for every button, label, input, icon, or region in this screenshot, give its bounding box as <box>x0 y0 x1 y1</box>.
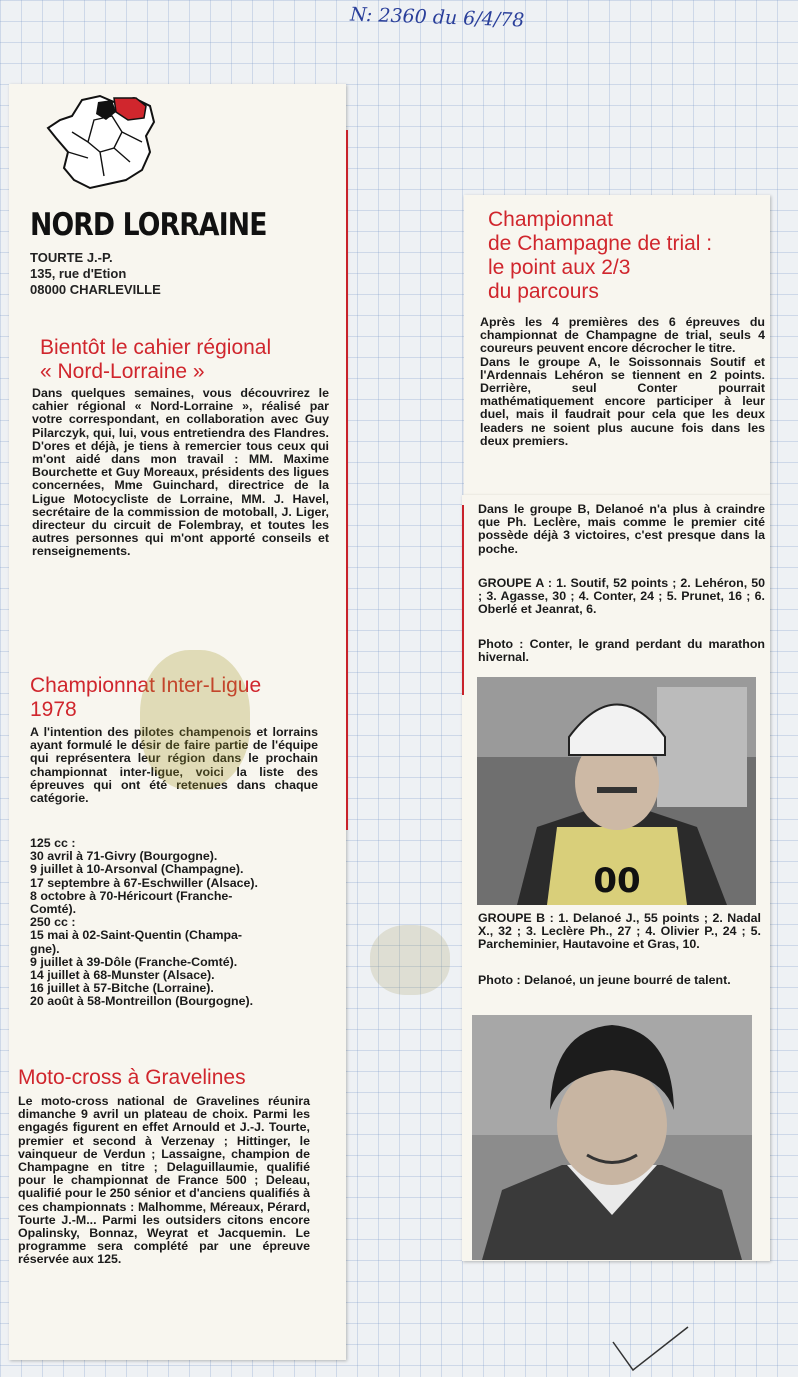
masthead-title: NORD LORRAINE <box>30 207 267 243</box>
article1-headline: Bientôt le cahier régional « Nord-Lorraine » <box>40 336 272 383</box>
event-list <box>30 837 330 1009</box>
photo-rider-conter <box>477 677 756 905</box>
list-item: gne). <box>30 941 60 956</box>
address-line: 135, rue d'Etion <box>30 266 127 281</box>
list-item: 30 avril à 71-Givry (Bourgogne). <box>30 849 218 864</box>
red-rule-right <box>462 505 464 695</box>
article3-headline: Moto-cross à Gravelines <box>18 1066 246 1089</box>
photo-rider-delanoe <box>472 1015 752 1260</box>
article4-headline: Championnat de Champagne de trial : le point aux 2/3 du parcours <box>488 208 713 303</box>
results-group-b: GROUPE B : 1. Delanoé J., 55 points ; 2. Nadal X., 32 ; 3. Leclère Ph., 27 ; 4. Olivier P., 24 ; 5. Parcheminier, Hautavoine et Gras, 10. <box>478 911 761 952</box>
article4-groupb-text: Dans le groupe B, Delanoé n'a plus à craindre que Ph. Leclère, mais comme le premier cité possède déjà 3 victoires, c'est presque dans la poche. <box>478 502 765 556</box>
rider-portrait-icon <box>472 1015 752 1260</box>
paper-stain <box>370 925 450 995</box>
handwritten-note: N: 2360 du 6/4/78 <box>349 3 525 32</box>
list-item: 9 juillet à 39-Dôle (Franche-Comté). <box>30 954 238 969</box>
results-group-a: GROUPE A : 1. Soutif, 52 points ; 2. Lehéron, 50 ; 3. Agasse, 30 ; 4. Conter, 24 ; 5. Prunet, 16 ; 6. Oberlé et Jeanrat, 6. <box>478 576 765 617</box>
red-rule-left <box>346 130 348 830</box>
article1-body: Dans quelques semaines, vous découvrirez le cahier régional « Nord-Lorraine », réalisé par votre correspondant, en collaboration avec Guy Pilarczyk, qui, lui, vous entretiendra des Flandres. D'ores et déjà, je tiens à remercier tous ceux qui m'ont aidé dans mon travail : MM. Maxime Bourchette et Guy Moreaux, présidents des ligues concernées, Mme Guinchard, directrice de la Ligue Motocycliste de Lorraine, MM. J. Havel, secrétaire de la commission de motoball, J. Liger, directeur du circuit de Folembray, et toutes les autres personnes qui m'ont apporté conseils et renseignements. <box>32 386 329 559</box>
list-item: 125 cc : <box>30 836 76 850</box>
list-item: 250 cc : <box>30 915 76 930</box>
list-item: 17 septembre à 67-Eschwiller (Alsace). <box>30 875 258 890</box>
list-item: 16 juillet à 57-Bitche (Lorraine). <box>30 981 214 996</box>
list-item: 8 octobre à 70-Héricourt (Franche- <box>30 888 233 903</box>
pen-tick-mark <box>608 1322 698 1372</box>
list-item: 15 mai à 02-Saint-Quentin (Champa- <box>30 928 243 943</box>
list-item: 14 juillet à 68-Munster (Alsace). <box>30 968 215 983</box>
article2-body: A l'intention des pilotes champenois et lorrains ayant formulé le désir de faire partie de l'équipe qui représentera leur région dans le prochain championnat inter-ligue, voici la liste des épreuves qui ont été retenues dans chaque catégorie. <box>30 725 318 806</box>
paper-stain <box>140 650 250 790</box>
article4-intro: Après les 4 premières des 6 épreuves du championnat de Champagne de trial, seuls 4 coureurs peuvent encore décrocher le titre. Dans le groupe A, le Soissonnais Soutif et l'Ardennais Lehéron se tiennent en 2 points. Derrière, seul Conter pourrait mathématiquement encore participer à leur duel, mais il faudrait pour cela que les deux leaders ne soient plus aucune fois dans les deux premiers. <box>480 315 765 448</box>
france-map-icon <box>42 92 162 192</box>
article2-headline: Championnat Inter-Ligue 1978 <box>30 674 262 721</box>
rider-helmet-icon <box>477 677 756 905</box>
article3-body: Le moto-cross national de Gravelines réunira dimanche 9 avril un plateau de choix. Parmi les engagés figurent en effet Arnould et J.-J. Tourte, premier et second à Verzenay ; Hittinger, le vainqueur de Verdun ; Lassaigne, champion de Champagne en titre ; Delaguillaumie, qualifié pour le championnat de France 500 ; Deleau, qualifié pour le 250 sénior et d'anciens qualifiés à ces championnats : Malhomme, Méreaux, Pérard, Tourte J.-M... Parmi les outsiders citons encore Opalinsky, Bonnaz, Weyrat et Jacquemin. Le programme sera complété par une épreuve réservée aux 125. <box>18 1094 310 1267</box>
address-line: TOURTE J.-P. <box>30 250 113 265</box>
list-item: 20 août à 58-Montreillon (Bourgogne). <box>30 994 254 1009</box>
address-line: 08000 CHARLEVILLE <box>30 282 161 297</box>
list-item: Comté). <box>30 902 77 917</box>
photo2-caption: Photo : Delanoé, un jeune bourré de talent. <box>478 973 731 987</box>
photo1-caption: Photo : Conter, le grand perdant du marathon hivernal. <box>478 637 765 665</box>
race-bib-number: 00 <box>593 861 641 901</box>
list-item: 9 juillet à 10-Arsonval (Champagne). <box>30 862 244 877</box>
correspondent-address <box>30 250 161 298</box>
